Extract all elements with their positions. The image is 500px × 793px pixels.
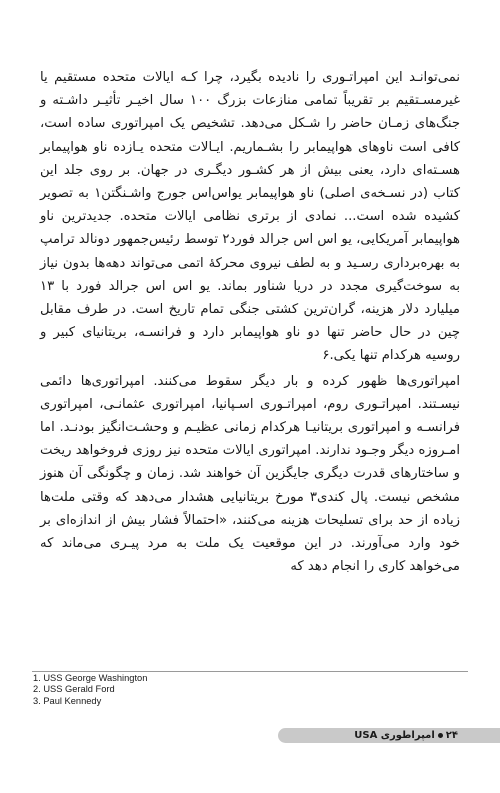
footnotes	[33, 673, 147, 707]
bullet-dot-icon	[438, 733, 443, 738]
paragraph-1: نمی‌توانـد این امپراتـوری را نادیده بگیرد، چرا کـه ایالات متحده مستقیم یا غیرمسـتقیم بر تقریباً تمامی منازعات بزرگ ۱۰۰ سال اخیـر تأثیـر داشـته و جنگ‌های زمـان حاضر را شـکل می‌دهد. تشخیص یک امپراتوری ساده است، کافی است ناوهای هواپیمابر را بشـماریم. ایـالات متحده یـازده ناو هواپیمابر هسـته‌ای دارد، یعنی بیش از هر کشـور دیگـری در جهان. بر روی جلد این کتاب (در نسـخه‌ی اصلی) ناو هواپیمابر یواس‌اس جورج واشـنگتن۱ به تصویر کشیده شده است... نمادی از برتری نظامی ایالات متحده. جدیدترین ناو هواپیمابر آمریکایی، یو اس اس جرالد فورد۲ توسط رئیس‌جمهور دونالد ترامپ به بهره‌برداری رسـید و به لطف نیروی محرکهٔ اتمی می‌تواند دهه‌ها بدون نیاز به سوخت‌گیری مجدد در دریا شناور بماند. یو اس اس جرالد فورد با ۱۳ میلیارد دلار هزینه، گران‌ترین کشتی جنگی تمام تاریخ است. در طرف مقابل چین در حال حاضر تنها دو ناو هواپیمابر دارد و فرانسـه، بریتانیای کبیر و روسیه هرکدام تنها یکی.۶	[40, 70, 461, 364]
footnote-1: 1. USS George Washington	[33, 673, 148, 683]
body-text	[40, 66, 460, 578]
footnote-divider	[32, 671, 468, 672]
paragraph-2: امپراتوری‌ها ظهور کرده و بار دیگر سقوط می‌کنند. امپراتوری‌ها دائمی نیسـتند. امپراتـوری روم، امپراتـوری اسـپانیا، امپراتوری عثمانـی، امپراتوری فرانسـه و امپراتوری بریتانیـا هرکدام زمانی عظیـم و وحشـت‌انگیز بودنـد. اما امـروزه دیگر وجـود ندارند. امپراتوری ایالات متحده نیز روزی فروخواهد ریخت و ساختارهای قدرت دیگری جایگزین آن خواهند شد. زمان و چگونگی آن هنوز مشخص نیست. پال کندی۳ مورخ بریتانیایی هشدار می‌دهد که وقتی ملت‌ها زیاده از حد برای تسلیحات هزینه می‌کنند، «احتمالاً فشار بیش از اندازه‌ای بر خود وارد می‌آورند. در این موقعیت یک ملت به مرد پیـری می‌ماند که می‌خواهد کاری را انجام دهد که	[40, 373, 460, 575]
footnote-3: 3. Paul Kennedy	[33, 695, 102, 706]
running-footer	[354, 728, 458, 743]
page-number: ۲۴	[445, 730, 458, 741]
running-title: امپراطوری USA	[354, 730, 435, 741]
footnote-2: 2. USS Gerald Ford	[33, 684, 115, 695]
